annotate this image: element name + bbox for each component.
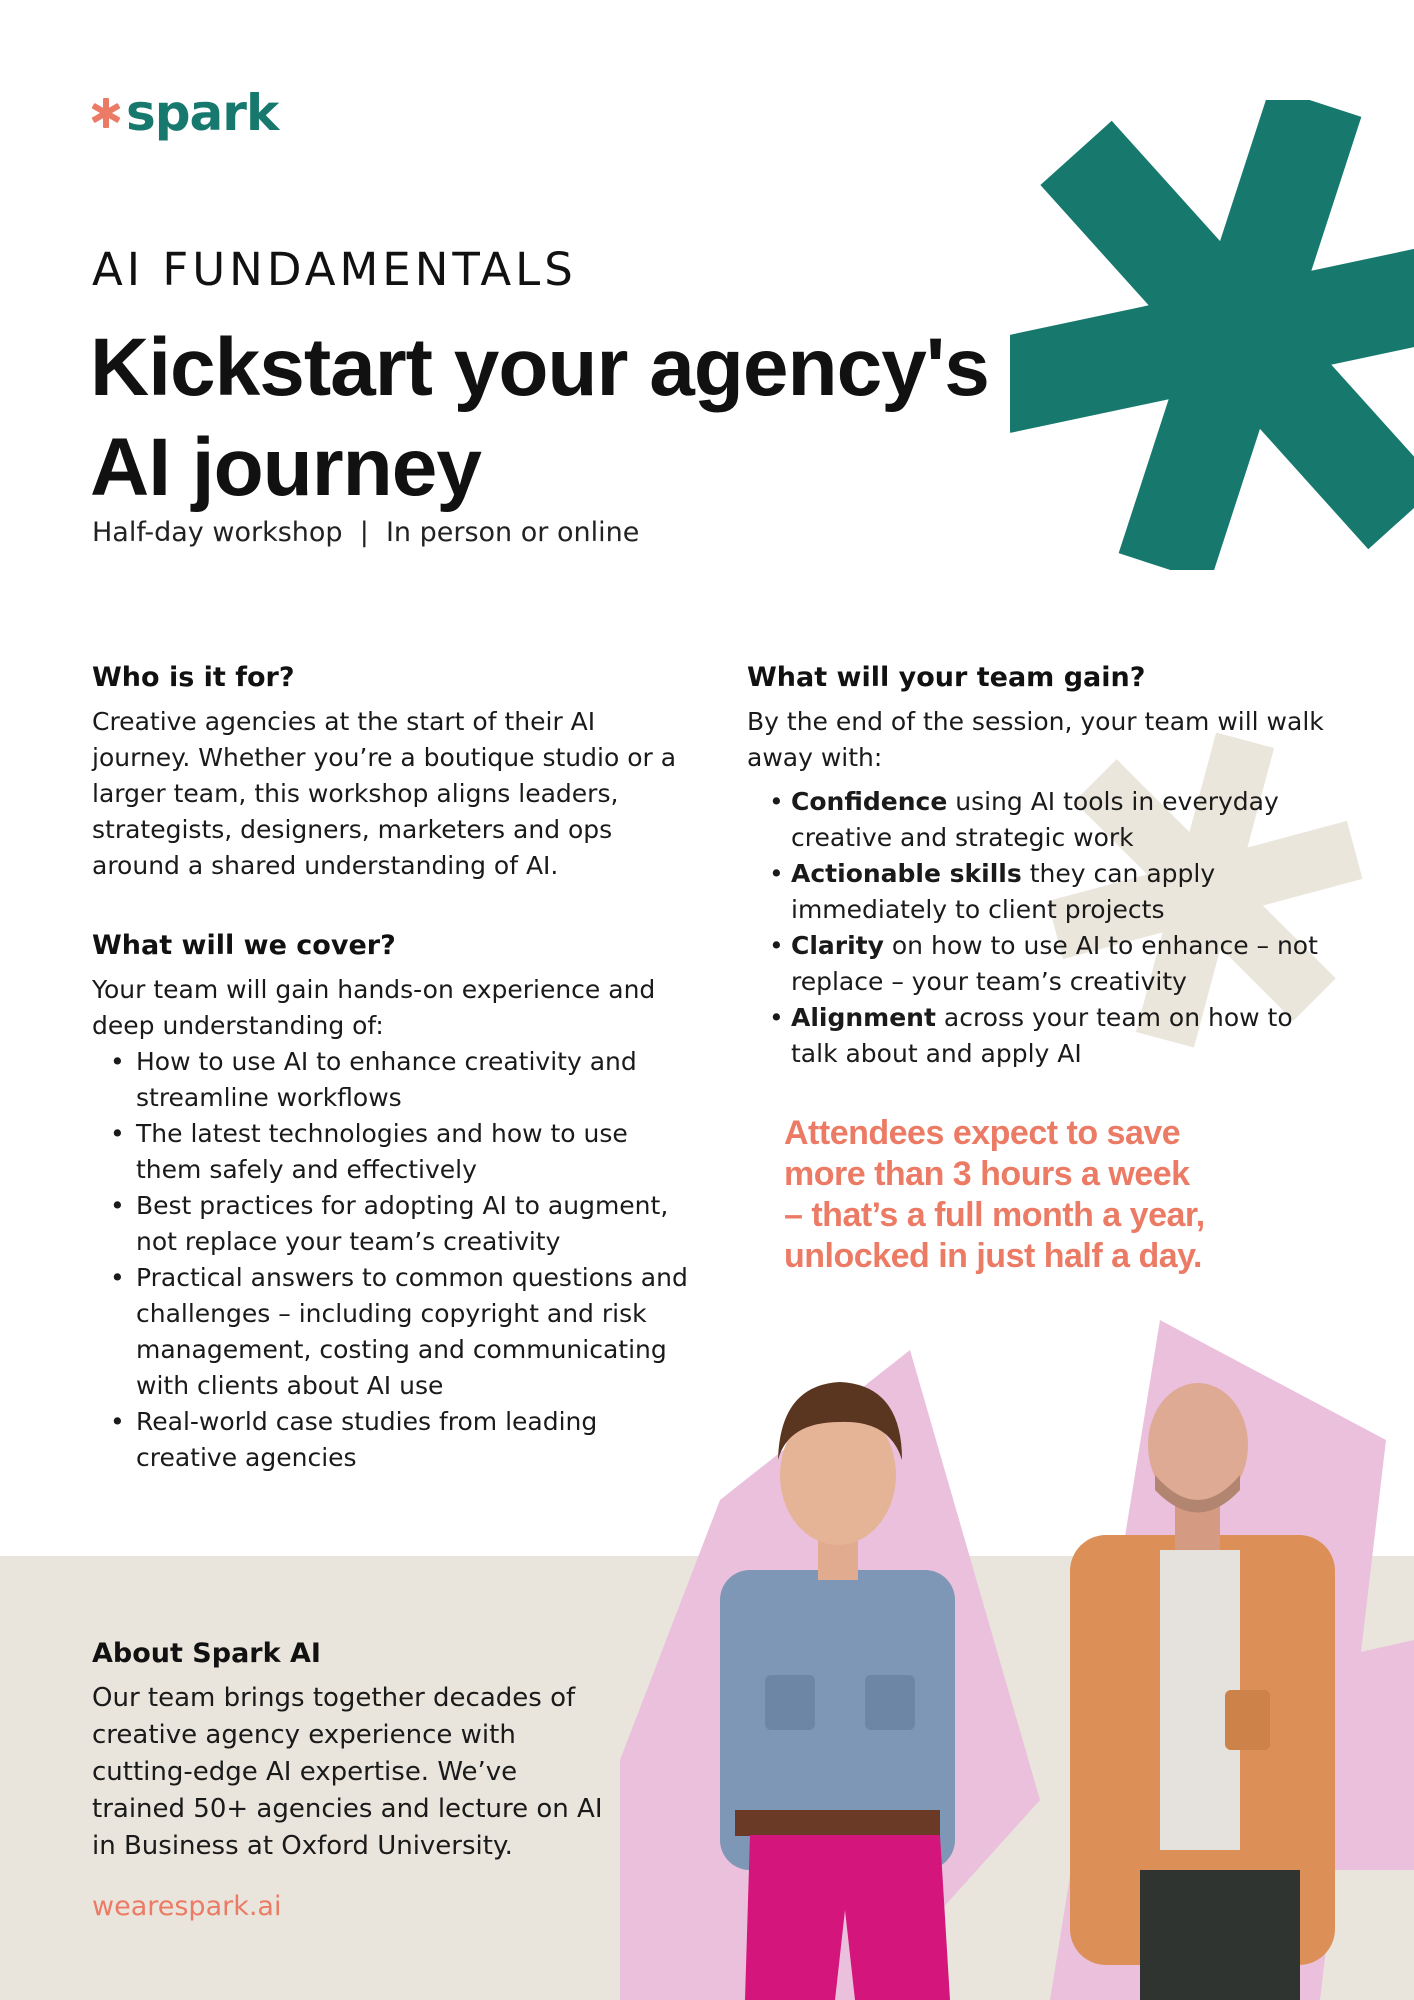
quote-line: Attendees expect to save xyxy=(784,1114,1181,1152)
about-body: Our team brings together decades of creative agency experience with cutting-edge AI expertise. We’ve trained 50+ agencies and lecture on AI in Business at Oxford University. xyxy=(92,1683,603,1861)
page-title xyxy=(90,318,990,518)
asterisk-logo-icon xyxy=(90,97,122,129)
gain-list xyxy=(747,784,1347,1072)
logo-wordmark: spark xyxy=(126,84,279,142)
cover-intro: Your team will gain hands-on experience and deep understanding of: xyxy=(92,975,656,1040)
cover-heading: What will we cover? xyxy=(92,930,396,961)
list-item: • The latest technologies and how to use them safely and effectively xyxy=(92,1116,692,1188)
list-item xyxy=(747,1000,1347,1072)
list-item: • Practical answers to common questions and challenges – including copyright and risk management, costing and communicating with clients about AI use xyxy=(92,1260,692,1404)
who-body: Creative agencies at the start of their AI journey. Whether you’re a boutique studio or a larger team, this workshop aligns leaders, strategists, designers, marketers and ops around a shared understanding of AI. xyxy=(92,707,677,880)
list-item: • How to use AI to enhance creativity and streamline workflows xyxy=(92,1044,692,1116)
quote-line: unlocked in just half a day. xyxy=(784,1237,1203,1275)
gain-item-text: across your team on how to talk about and apply AI xyxy=(791,1003,1293,1068)
gain-intro: By the end of the session, your team will walk away with: xyxy=(747,707,1324,772)
workshop-format: Half-day workshop | In person or online xyxy=(92,517,640,548)
cover-section xyxy=(92,928,692,1476)
gain-item-text: using AI tools in everyday creative and strategic work xyxy=(791,787,1279,852)
who-section xyxy=(92,660,692,884)
list-item xyxy=(747,856,1347,928)
gain-item-text: on how to use AI to enhance – not replace – your team’s creativity xyxy=(791,931,1318,996)
gain-item-bold: Alignment xyxy=(791,1003,936,1032)
about-heading: About Spark AI xyxy=(92,1638,321,1669)
gain-item-text: they can apply immediately to client projects xyxy=(791,859,1216,924)
savings-quote xyxy=(784,1113,1304,1277)
gain-heading: What will your team gain? xyxy=(747,662,1146,693)
gain-section xyxy=(747,660,1347,1072)
list-item: • Real-world case studies from leading creative agencies xyxy=(92,1404,692,1476)
cover-list xyxy=(92,1044,692,1476)
gain-item-bold: Clarity xyxy=(791,931,884,960)
gain-item-bold: Confidence xyxy=(791,787,948,816)
gain-item-bold: Actionable skills xyxy=(791,859,1022,888)
quote-line: more than 3 hours a week xyxy=(784,1155,1190,1193)
right-column xyxy=(747,660,1347,1072)
spark-logo xyxy=(90,84,279,142)
about-section xyxy=(92,1636,612,1922)
list-item: • Best practices for adopting AI to augment, not replace your team’s creativity xyxy=(92,1188,692,1260)
hero-asterisk-icon xyxy=(1010,100,1414,570)
who-heading: Who is it for? xyxy=(92,662,295,693)
left-column xyxy=(92,660,692,1476)
headline-line-2: AI journey xyxy=(90,422,481,513)
list-item xyxy=(747,784,1347,856)
team-photo xyxy=(620,1310,1414,2000)
headline-line-1: Kickstart your agency's xyxy=(90,322,989,413)
list-item xyxy=(747,928,1347,1000)
eyebrow-title: AI FUNDAMENTALS xyxy=(92,243,577,296)
quote-line: – that’s a full month a year, xyxy=(784,1196,1205,1234)
website-link[interactable]: wearespark.ai xyxy=(92,1891,282,1922)
